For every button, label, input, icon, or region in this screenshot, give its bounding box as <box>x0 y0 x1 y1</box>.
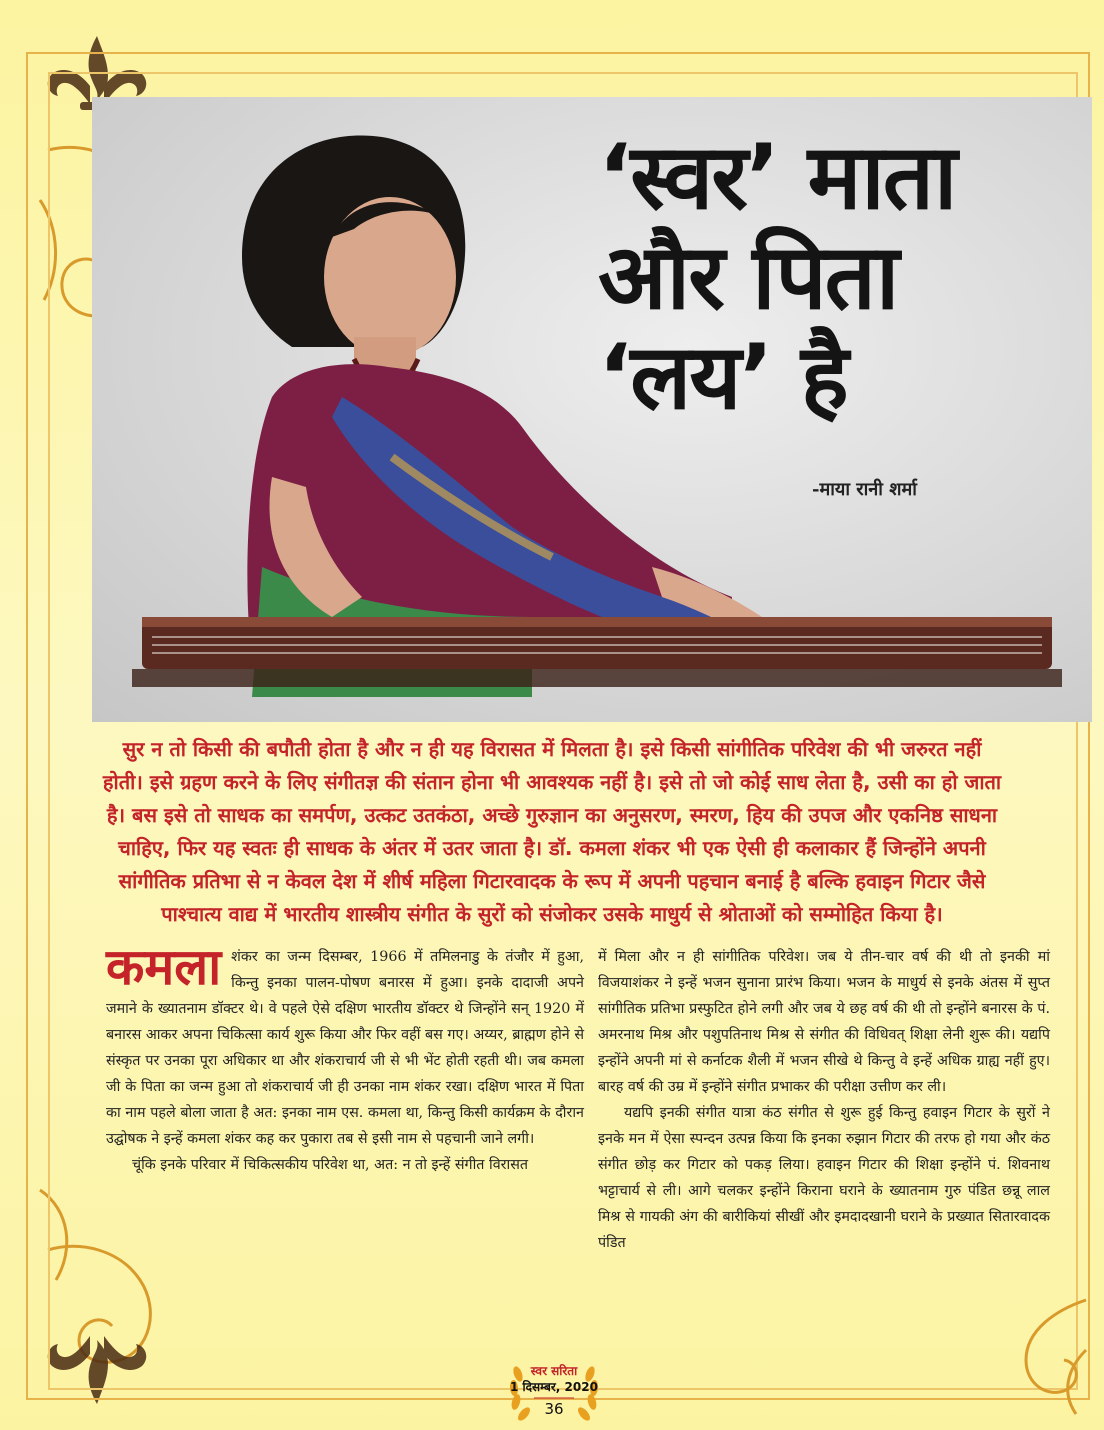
right-paragraph-1: में मिला और न ही सांगीतिक परिवेश। जब ये तीन-चार वर्ष की थी तो इनकी मां विजयाशंकर ने इन्हें भजन सुनाना प्रारंभ किया। भजन के माधुर्य से इनके अंतस में सुप्त सांगीतिक प्रतिभा प्रस्फुटित होने लगी और जब ये छह वर्ष की थी तो इन्होंने बनारस के पं. अमरनाथ मिश्र और पशुपतिनाथ मिश्र से संगीत की विधिवत् शिक्षा लेनी शुरू की। यद्यपि इन्होंने अपनी मां से कर्नाटक शैली में भजन सीखे थे किन्तु वे इन्हें अधिक ग्राह्य नहीं हुए। बारह वर्ष की उम्र में इन्होंने संगीत प्रभाकर की परीक्षा उत्तीण कर ली। <box>598 949 1050 1095</box>
page-footer-badge <box>504 1354 604 1430</box>
title-line-2: और पिता <box>598 225 898 330</box>
title-line-1: ‘स्वर’ माता <box>598 125 956 230</box>
left-paragraph-2: चूंकि इनके परिवार में चिकित्सकीय परिवेश था, अत: न तो इन्हें संगीत विरासत <box>132 1157 529 1173</box>
article-title <box>598 125 1078 430</box>
title-line-3: ‘लय’ है <box>598 325 847 430</box>
drop-cap: कमला <box>106 938 222 996</box>
page-number: 36 <box>544 1400 564 1418</box>
issue-date: 1 दिसम्बर, 2020 <box>510 1380 598 1394</box>
scroll-ornament-icon <box>986 1290 1096 1420</box>
article-intro: सुर न तो किसी की बपौती होता है और न ही यह विरासत में मिलता है। इसे किसी सांगीतिक परिवेश की भी जरुरत नहीं होती। इसे ग्रहण करने के लिए संगीतज्ञ की संतान होना भी आवश्यक नहीं है। इसे तो जो कोई साध लेता है, उसी का हो जाता है। बस इसे तो साधक का समर्पण, उत्कट उतकंठा, अच्छे गुरुज्ञान का अनुसरण, स्मरण, हिय की उपज और एकनिष्ठ साधना चाहिए, फिर यह स्वतः ही साधक के अंतर में उतर जाता है। डॉ. कमला शंकर भी एक ऐसी ही कलाकार हैं जिन्होंने अपनी सांगीतिक प्रतिभा से न केवल देश में शीर्ष महिला गिटारवादक के रूप में अपनी पहचान बनाई है बल्कि हवाइन गिटार जैसे पाश्चात्य वाद्य में भारतीय शास्त्रीय संगीत के सुरों को संजोकर उसके माधुर्य से श्रोताओं को सम्मोहित किया है। <box>102 737 1002 926</box>
magazine-name: स्वर सरिता <box>530 1364 578 1378</box>
author-byline: -माया रानी शर्मा <box>812 479 917 500</box>
right-paragraph-2: यद्यपि इनकी संगीत यात्रा कंठ संगीत से शुरू हुई किन्तु हवाइन गिटार के सुरों ने इनके मन में ऐसा स्पन्दन उत्पन्न किया कि इनका रुझान गिटार की तरफ हो गया और कंठ संगीत छोड़ कर गिटार को पकड़ लिया। हवाइन गिटार की शिक्षा इन्होंने पं. शिवनाथ भट्टाचार्य से ली। आगे चलकर इन्होंने किराना घराने के ख्यातनाम गुरु पंडित छन्नू लाल मिश्र से गायकी अंग की बारीकियां सीखीं और इमदादखानी घराने के प्रख्यात सितारवादक पंडित <box>598 1105 1050 1251</box>
body-column-right <box>598 944 1050 1256</box>
left-paragraph-1-text: शंकर का जन्म दिसम्बर, 1966 में तमिलनाडु के तंजौर में हुआ, किन्तु इनका पालन-पोषण बनारस में हुआ। इनके दादाजी अपने जमाने के ख्यातनाम डॉक्टर थे। वे पहले ऐसे दक्षिण भारतीय डॉक्टर थे जिन्होंने सन् 1920 में बनारस आकर अपना चिकित्सा कार्य शुरू किया और फिर वहीं बस गए। अय्यर, ब्राह्मण होने से संस्कृत पर उनका पूरा अधिकार था और शंकराचार्य जी से भी भेंट होती रहती थी। जब कमला जी के पिता का जन्म हुआ तो शंकराचार्य जी ही उनका नाम शंकर रखा। दक्षिण भारत में पिता का नाम पहले बोला जाता है अत: इनका नाम एस. कमला था, किन्तु किसी कार्यक्रम के दौरान उद्घोषक ने इन्हें कमला शंकर कह कर पुकारा तब से इसी नाम से पहचानी जाने लगी। <box>106 949 584 1147</box>
left-paragraph-1 <box>106 938 584 1152</box>
body-column-left <box>106 938 584 1178</box>
